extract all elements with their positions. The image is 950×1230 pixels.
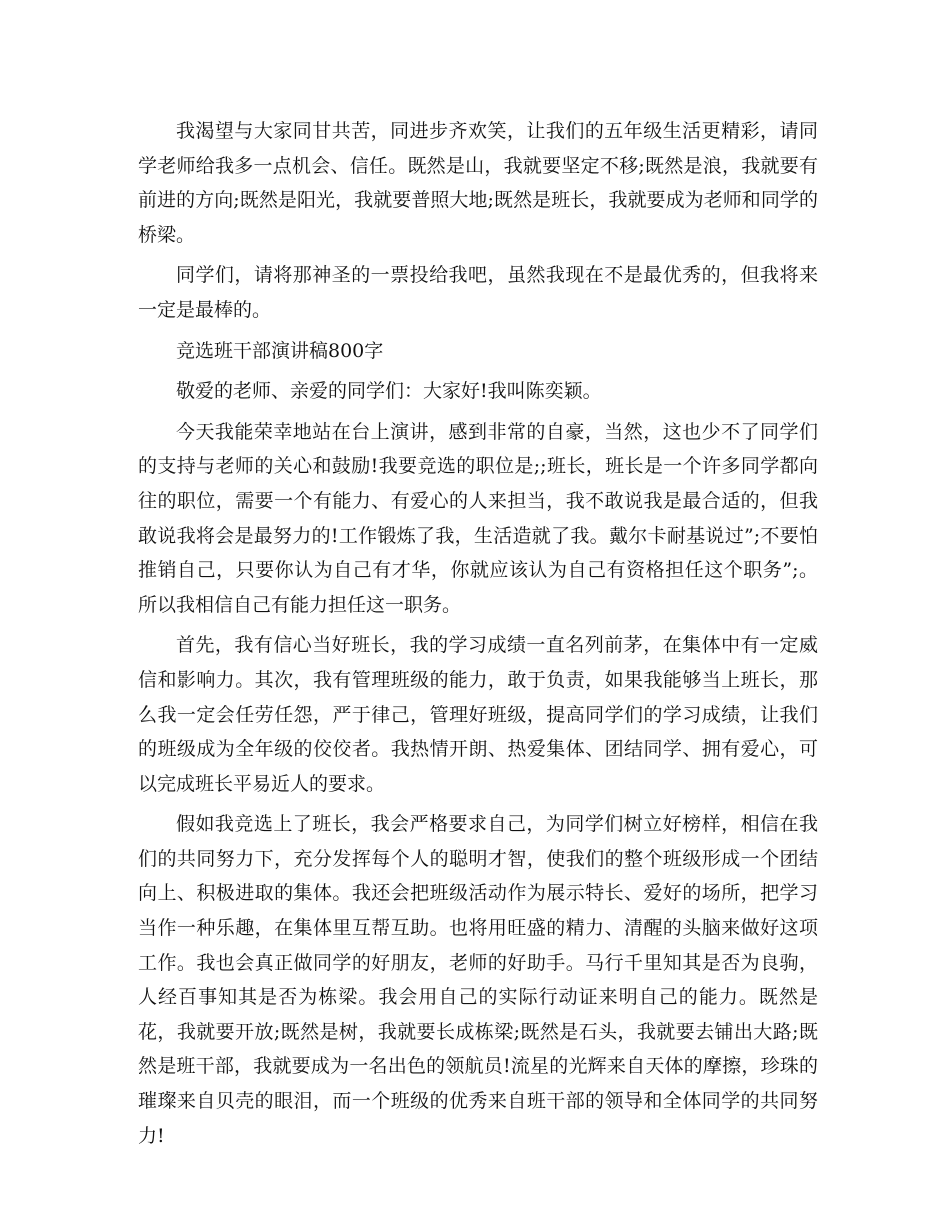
section-title: 竞选班干部演讲稿800字 (176, 339, 384, 362)
document-body (138, 114, 818, 1153)
paragraph-introduction: 今天我能荣幸地站在台上演讲，感到非常的自豪，当然，这也少不了同学们的支持与老师的关心和鼓励!我要竞选的职位是;;班长，班长是一个许多同学都向往的职位，需要一个有能力、有爱心的人来担当，我不敢说我是最合适的，但我敢说我将会是最努力的!工作锻炼了我，生活造就了我。戴尔卡耐基说过”;不要怕推销自己，只要你认为自己有才华，你就应该认为自己有资格担任这个职务”;。所以我相信自己有能力担任这一职务。 (138, 420, 818, 616)
paragraph-vote-request: 同学们，请将那神圣的一票投给我吧，虽然我现在不是最优秀的，但我将来一定是最棒的。 (138, 264, 818, 321)
paragraph-greeting: 敬爱的老师、亲爱的同学们：大家好!我叫陈奕颖。 (176, 380, 602, 403)
paragraph-commitment: 假如我竞选上了班长，我会严格要求自己，为同学们树立好榜样，相信在我们的共同努力下，充分发挥每个人的聪明才智，使我们的整个班级形成一个团结向上、积极进取的集体。我还会把班级活动作为展示特长、爱好的场所，把学习当作一种乐趣，在集体里互帮互助。也将用旺盛的精力、清醒的头脑来做好这项工作。我也会真正做同学的好朋友，老师的好助手。马行千里知其是否为良驹，人经百事知其是否为栋梁。我会用自己的实际行动证来明自己的能力。既然是花，我就要开放;既然是树，我就要长成栋梁;既然是石头，我就要去铺出大路;既然是班干部，我就要成为一名出色的领航员!流星的光辉来自天体的摩擦，珍珠的璀璨来自贝壳的眼泪，而一个班级的优秀来自班干部的领导和全体同学的共同努力! (138, 813, 818, 1147)
paragraph-closing-appeal: 我渴望与大家同甘共苦，同进步齐欢笑，让我们的五年级生活更精彩，请同学老师给我多一点机会、信任。既然是山，我就要坚定不移;既然是浪，我就要有前进的方向;既然是阳光，我就要普照大地;既然是班长，我就要成为老师和同学的桥梁。 (138, 120, 818, 246)
paragraph-qualifications: 首先，我有信心当好班长，我的学习成绩一直名列前茅，在集体中有一定威信和影响力。其次，我有管理班级的能力，敢于负责，如果我能够当上班长，那么我一定会任劳任怨，严于律己，管理好班级，提高同学们的学习成绩，让我们的班级成为全年级的佼佼者。我热情开朗、热爱集体、团结同学、拥有爱心，可以完成班长平易近人的要求。 (138, 634, 818, 795)
